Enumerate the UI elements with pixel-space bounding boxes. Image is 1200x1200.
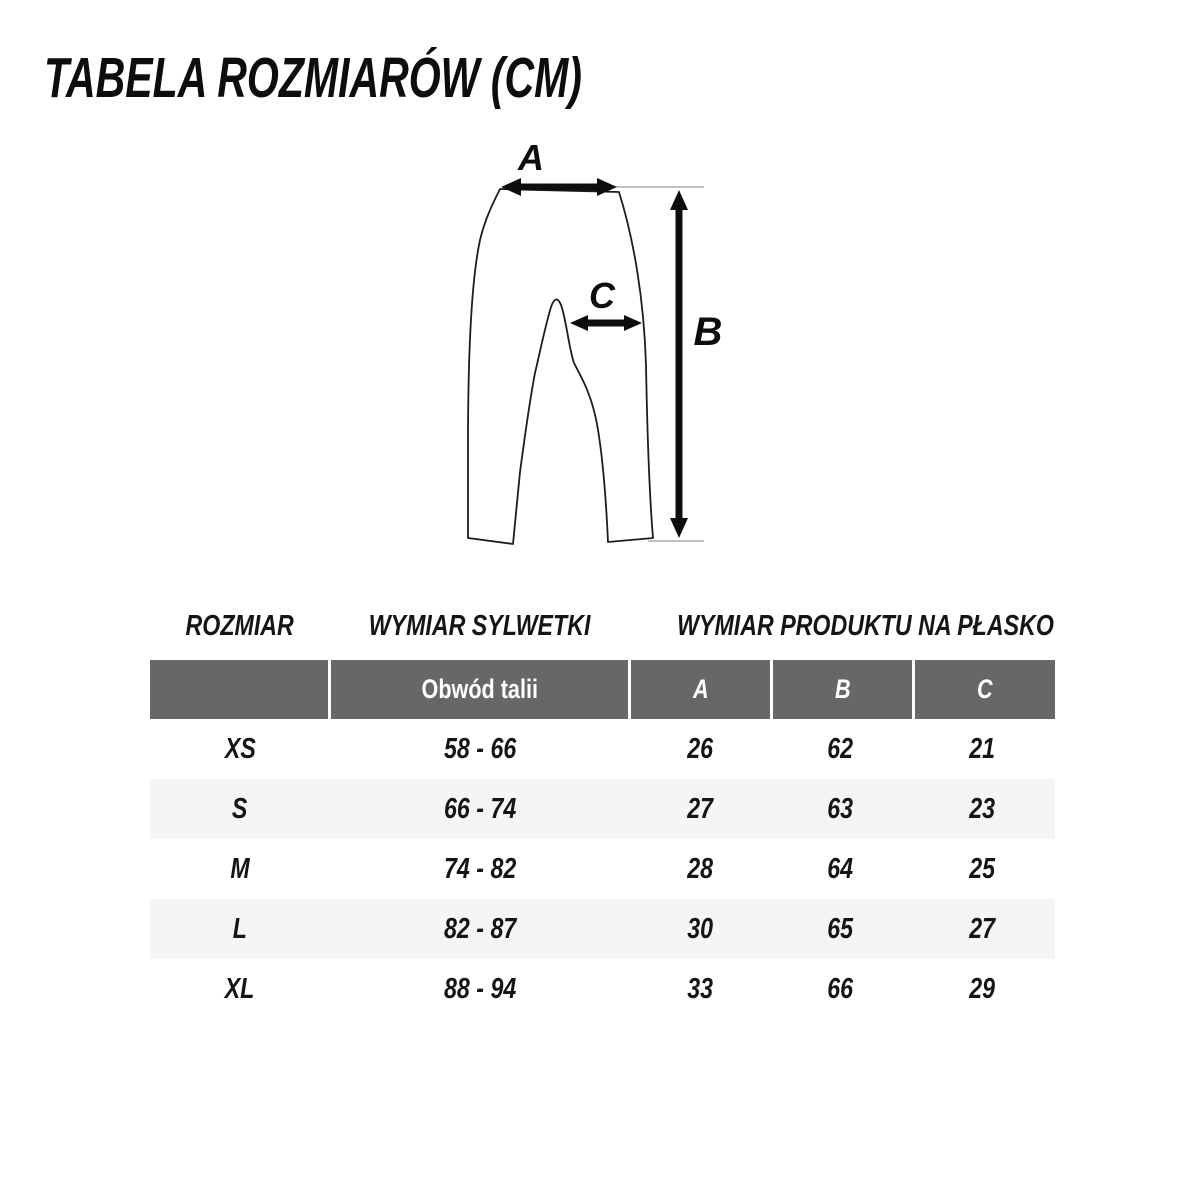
cell-waist: 58 - 66 [443, 732, 517, 765]
cell-a: 30 [687, 912, 713, 945]
cell-c: 25 [969, 852, 996, 885]
section-header-wymiar-sylwetki: WYMIAR SYLWETKI [369, 610, 591, 642]
diagram-label-b: B [693, 310, 723, 354]
cell-c: 21 [969, 732, 996, 765]
table-row-xl [150, 959, 1055, 1019]
table-row-xs [150, 719, 1055, 779]
page-title-text: TABELA ROZMIARÓW (CM) [44, 46, 582, 110]
cell-a: 27 [687, 792, 713, 825]
cell-b: 65 [827, 912, 853, 945]
page-title [44, 46, 791, 110]
header-cell-size [150, 660, 328, 719]
cell-b: 62 [827, 732, 853, 765]
cell-c: 27 [969, 912, 996, 945]
pants-measurement-diagram [440, 130, 760, 580]
cell-b: 66 [827, 972, 853, 1005]
arrow-b [670, 190, 688, 538]
cell-b: 64 [827, 852, 853, 885]
header-cell-a: A [631, 660, 770, 719]
cell-size: M [230, 852, 250, 885]
cell-waist: 88 - 94 [443, 972, 517, 1005]
cell-waist: 66 - 74 [443, 792, 517, 825]
pants-outline [468, 189, 653, 544]
table-row-s [150, 779, 1055, 839]
cell-a: 33 [687, 972, 713, 1005]
cell-b: 63 [827, 792, 853, 825]
cell-c: 29 [969, 972, 996, 1005]
cell-a: 28 [687, 852, 713, 885]
cell-size: S [232, 792, 248, 825]
cell-size: XL [225, 972, 255, 1005]
cell-a: 26 [687, 732, 713, 765]
diagram-label-a: A [518, 137, 544, 178]
table-row-l [150, 899, 1055, 959]
section-header-wymiar-produktu: WYMIAR PRODUKTU NA PŁASKO [677, 610, 1054, 642]
cell-size: XS [224, 732, 256, 765]
header-cell-waist: Obwód talii [331, 660, 628, 719]
header-cell-b: B [773, 660, 912, 719]
table-header-row [150, 660, 1055, 719]
cell-size: L [232, 912, 248, 945]
diagram-label-c: C [589, 275, 615, 316]
size-table [150, 660, 1055, 1019]
cell-waist: 74 - 82 [443, 852, 517, 885]
cell-c: 23 [969, 792, 996, 825]
table-row-m [150, 839, 1055, 899]
header-cell-c: C [915, 660, 1055, 719]
cell-waist: 82 - 87 [443, 912, 517, 945]
section-header-rozmiar: ROZMIAR [185, 610, 295, 642]
